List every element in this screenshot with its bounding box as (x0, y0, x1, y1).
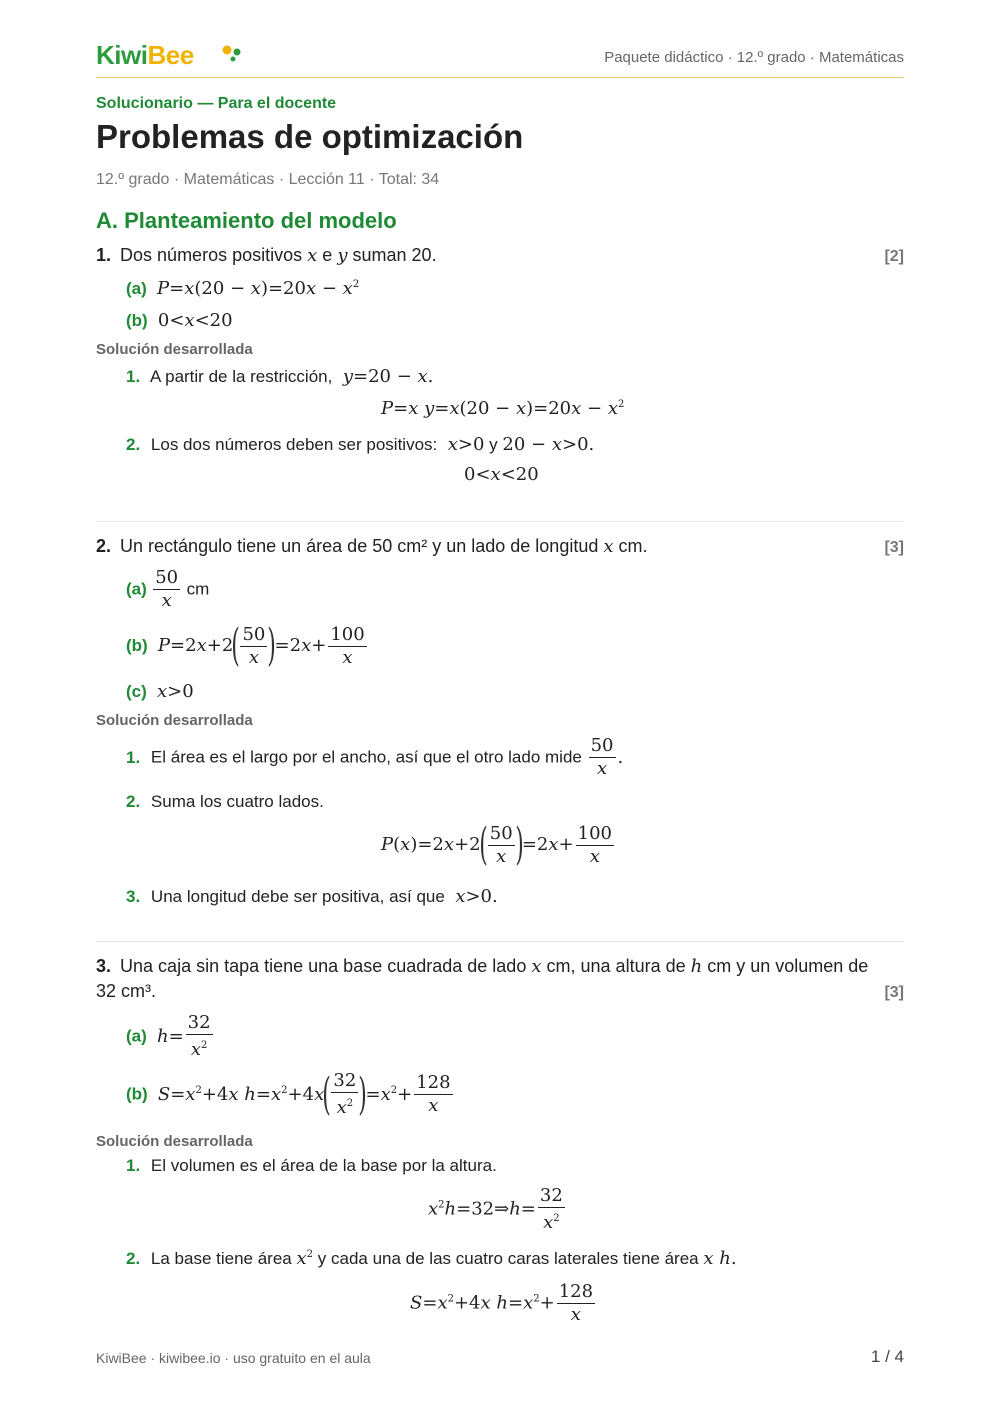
question-1-text: 1. Dos números positivos x e y suman 20. (96, 245, 437, 266)
part-label: (b) (126, 1084, 148, 1104)
step-text: La base tiene área (150, 1249, 292, 1268)
solution-step (126, 792, 324, 812)
question-text: cm y un volumen de (707, 956, 869, 976)
display-equation: $x^2h=32\Rightarrow h=$ $\frac{32}{x^2}$ (428, 1185, 563, 1233)
question-1-part-b (126, 310, 233, 331)
question-3-text: 3. Una caja sin tapa tiene una base cuadrada de lado x cm, una altura de h cm y un volumen de (96, 956, 869, 977)
step-text: y (489, 435, 498, 454)
display-equation: P=x $y=x(20 - x)=20x - x^2$ (381, 398, 625, 419)
logo-kiwi-text: Kiwi (96, 40, 148, 70)
step-number: 3. (126, 887, 141, 906)
part-label: (a) (126, 579, 147, 599)
page-number: 1 / 4 (870, 1347, 904, 1366)
solution-heading: Solución desarrollada (96, 712, 253, 729)
question-3-part-a: (a) h= $\frac{32}{x^2}$ (126, 1012, 211, 1060)
display-equation: 0<x<20 (464, 464, 539, 485)
question-number: 1. (96, 245, 112, 265)
divider (96, 521, 904, 522)
solution-step: 3. Una longitud debe ser positiva, así que x>0. (126, 886, 498, 907)
step-text: Una longitud debe ser positiva, así que (150, 887, 445, 906)
header-info: Paquete didáctico · 12.º grado · Matemáticas (604, 49, 904, 66)
step-text: El área es el largo por el ancho, así que el otro lado mide (150, 747, 582, 767)
part-label: (b) (126, 636, 148, 655)
step-text: y cada una de las cuatro caras laterales tiene área (317, 1249, 699, 1268)
step-text: A partir de la restricción, (149, 367, 333, 386)
unit-text: cm (186, 579, 210, 599)
section-heading: A. Planteamiento del modelo (96, 208, 397, 233)
solution-step (126, 1156, 497, 1176)
solution-step: 2. Los dos números deben ser positivos: x>0 y 20 − x>0. (126, 434, 595, 455)
question-text: suman 20. (352, 245, 437, 265)
question-1-part-a (126, 278, 359, 299)
page-title: Problemas de optimización (96, 118, 524, 155)
display-equation: P(x)=2x+2( $\frac{50}{x}$ )=2x+ $\frac{100}{x}$ (381, 819, 612, 870)
solution-heading: Solución desarrollada (96, 341, 253, 358)
step-number: 1. (126, 747, 141, 767)
doc-subtitle: 12.º grado · Matemáticas · Lección 11 · Total: 34 (96, 171, 440, 188)
doc-kicker: Solucionario — Para el docente (96, 95, 337, 112)
part-label: (c) (126, 682, 147, 701)
step-number: 2. (126, 1249, 141, 1268)
solution-step: 1. A partir de la restricción, y=20 − x. (126, 366, 434, 387)
logo-dots-icon (220, 44, 244, 64)
logo-bee-text: Bee (147, 40, 194, 70)
question-3-marks: [3] (884, 984, 904, 1001)
step-text: Suma los cuatro lados. (150, 792, 324, 811)
question-3-part-b: (b) $S=x^2+4x$ $h=x^2+4x$( $\frac{32}{x^2}$ )$=x^2+$ $\frac{128}{x}$ (126, 1068, 451, 1120)
part-label: (b) (126, 311, 148, 330)
question-number: 3. (96, 956, 112, 976)
question-text: cm, una altura de (546, 956, 686, 976)
question-text: cm. (618, 536, 648, 556)
brand-logo (96, 40, 194, 71)
solution-step: 1. El área es el largo por el ancho, así que el otro lado mide $\frac{50}{x}$ . (126, 735, 624, 779)
question-text: Dos números positivos (120, 245, 303, 265)
solution-heading: Solución desarrollada (96, 1133, 253, 1150)
question-2-text: 2. Un rectángulo tiene un área de 50 cm² y un lado de longitud x cm. (96, 536, 648, 557)
question-2-marks: [3] (884, 539, 904, 556)
part-label: (a) (126, 1026, 147, 1046)
display-equation: $S=x^2+4x$ $h=x^2+$ $\frac{128}{x}$ (410, 1281, 594, 1325)
step-number: 2. (126, 435, 141, 454)
step-number: 2. (126, 792, 141, 811)
answer-math: 0<x<20 (152, 310, 233, 331)
question-number: 2. (96, 536, 112, 556)
part-label: (a) (126, 279, 147, 298)
solution-step: 2. La base tiene área $x^2$ y cada una de las cuatro caras laterales tiene área x h. (126, 1248, 737, 1269)
question-2-part-a: (a) $\frac{50}{x}$ cm (126, 567, 210, 611)
page-header (96, 40, 904, 78)
step-number: 1. (126, 1156, 141, 1175)
question-text: e (322, 245, 333, 265)
step-text: El volumen es el área de la base por la altura. (150, 1156, 497, 1175)
question-3-text-cont: 32 cm³. (96, 981, 157, 1001)
question-2-part-b: (b) P=2x+2( $\frac{50}{x}$ )=2x+ $\frac{100}{x}$ (126, 620, 365, 671)
question-2-part-c: (c) x>0 (126, 681, 194, 702)
answer-math: $P=x(20 - x)=20x - x^2$ (156, 278, 360, 299)
footer-text: KiwiBee · kiwibee.io · uso gratuito en el aula (96, 1350, 371, 1366)
step-text: Los dos números deben ser positivos: (150, 435, 438, 454)
question-1-marks: [2] (884, 248, 904, 265)
step-number: 1. (126, 367, 141, 386)
question-text: Una caja sin tapa tiene una base cuadrada de lado (120, 956, 527, 976)
divider (96, 941, 904, 942)
question-text: Un rectángulo tiene un área de 50 cm² y un lado de longitud (120, 536, 599, 556)
